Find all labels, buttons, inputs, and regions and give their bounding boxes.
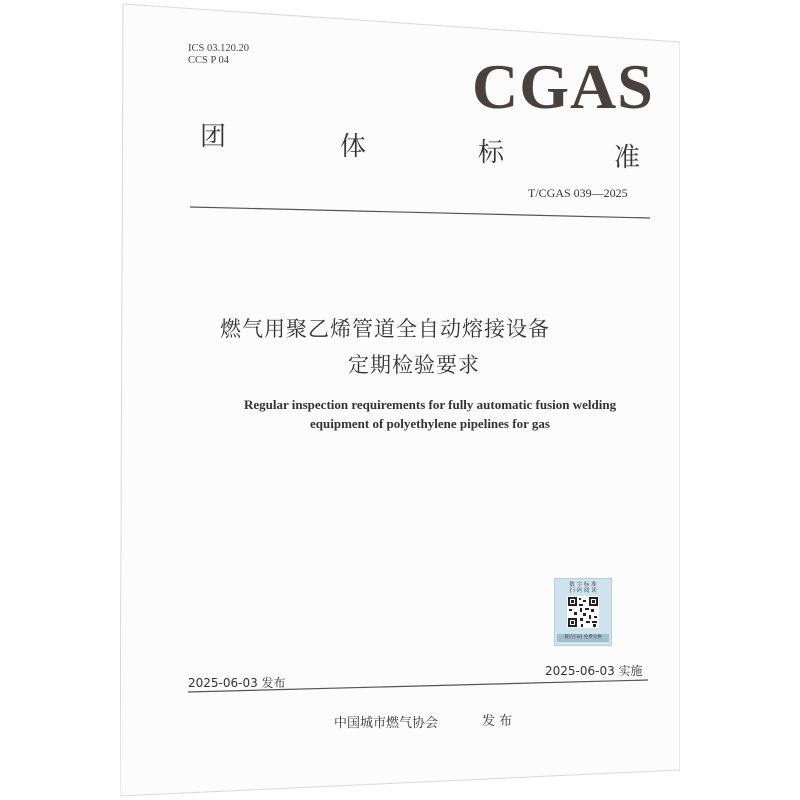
issuer-name: 中国城市燃气协会 <box>334 716 439 731</box>
category-char-1: 团 <box>200 122 227 152</box>
publish-date: 2025-06-03 发布 <box>188 676 286 690</box>
category-char-4: 准 <box>614 143 641 173</box>
title-en-line-2: equipment of polyethylene pipelines for gas <box>310 416 550 431</box>
qr-line-2: 扫 码 阅 读 <box>569 588 597 594</box>
qr-bottom-label: 微信扫码 免费兑换 <box>557 634 609 642</box>
standard-number: T/CGAS 039—2025 <box>528 186 628 200</box>
implement-date: 2025-06-03 实施 <box>545 664 643 678</box>
issue-label: 发 布 <box>482 714 513 729</box>
qr-code-sticker <box>554 578 612 646</box>
qr-code-icon <box>567 596 599 628</box>
standard-cover <box>120 0 680 800</box>
title-en-line-1: Regular inspection requirements for fully automatic fusion welding <box>244 397 617 412</box>
qr-line-1: 数 字 标 准 <box>569 582 597 588</box>
ccs-code: CCS P 04 <box>188 55 230 66</box>
cgas-logo: CGAS <box>472 51 654 122</box>
title-cn-line-1: 燃气用聚乙烯管道全自动熔接设备 <box>220 317 550 341</box>
category-char-3: 标 <box>478 138 505 168</box>
ics-code: ICS 03.120.20 <box>188 43 249 54</box>
category-char-2: 体 <box>340 132 367 162</box>
title-cn-line-2: 定期检验要求 <box>348 353 480 377</box>
